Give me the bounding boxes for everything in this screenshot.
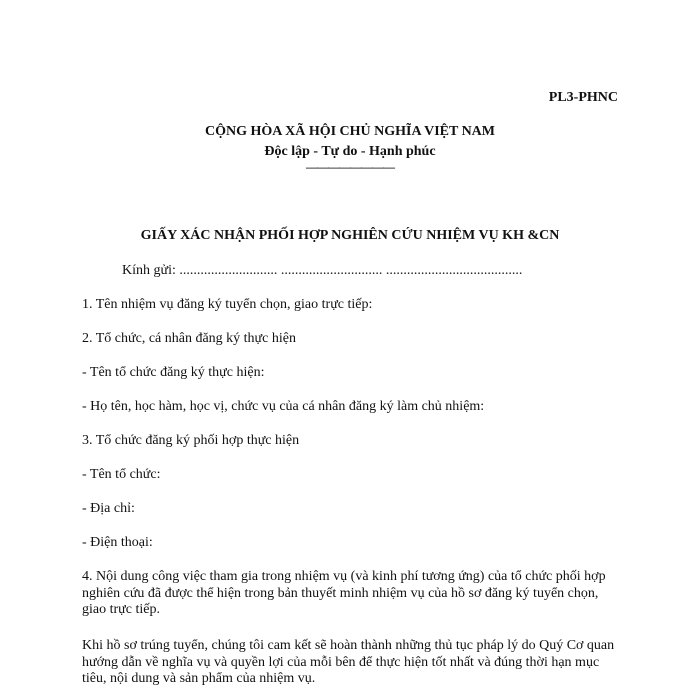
item-3-phone: - Điện thoại:: [82, 535, 153, 550]
form-code: PL3-PHNC: [548, 90, 618, 105]
commitment-paragraph: Khi hồ sơ trúng tuyển, chúng tôi cam kết sẽ hoàn thành những thủ tục pháp lý do Quý Cơ quan hướng dẫn về nghĩa vụ và quyền lợi của mỗi bên để thực hiện tốt nhất và đúng thời hạn mục tiêu, nội dung và sản phẩm của nhiệm vụ.: [82, 638, 615, 686]
document-title: GIẤY XÁC NHẬN PHỐI HỢP NGHIÊN CỨU NHIỆM VỤ KH &CN: [140, 228, 560, 243]
header-divider: ————————: [306, 160, 394, 174]
national-motto: Độc lập - Tự do - Hạnh phúc: [264, 144, 436, 159]
item-3-partner-org: 3. Tổ chức đăng ký phối hợp thực hiện: [82, 433, 300, 448]
item-2-org-name: - Tên tổ chức đăng ký thực hiện:: [82, 365, 265, 380]
item-2-registrant: 2. Tổ chức, cá nhân đăng ký thực hiện: [82, 331, 296, 346]
item-1-task-name: 1. Tên nhiệm vụ đăng ký tuyển chọn, giao trực tiếp:: [82, 297, 373, 312]
item-4-work-content: 4. Nội dung công việc tham gia trong nhiệm vụ (và kinh phí tương ứng) của tổ chức phối hợp nghiên cứu đã được thể hiện trong bản thuyết minh nhiệm vụ của hồ sơ đăng ký tuyển chọn, giao trực tiếp.: [82, 569, 606, 617]
item-3-org-name: - Tên tổ chức:: [82, 467, 161, 482]
addressee-line: Kính gửi: ............................ ............................. .......................................: [122, 263, 523, 278]
item-3-address: - Địa chỉ:: [82, 501, 135, 516]
item-2-lead-person: - Họ tên, học hàm, học vị, chức vụ của cá nhân đăng ký làm chủ nhiệm:: [82, 399, 485, 414]
national-title: CỘNG HÒA XÃ HỘI CHỦ NGHĨA VIỆT NAM: [204, 124, 495, 139]
